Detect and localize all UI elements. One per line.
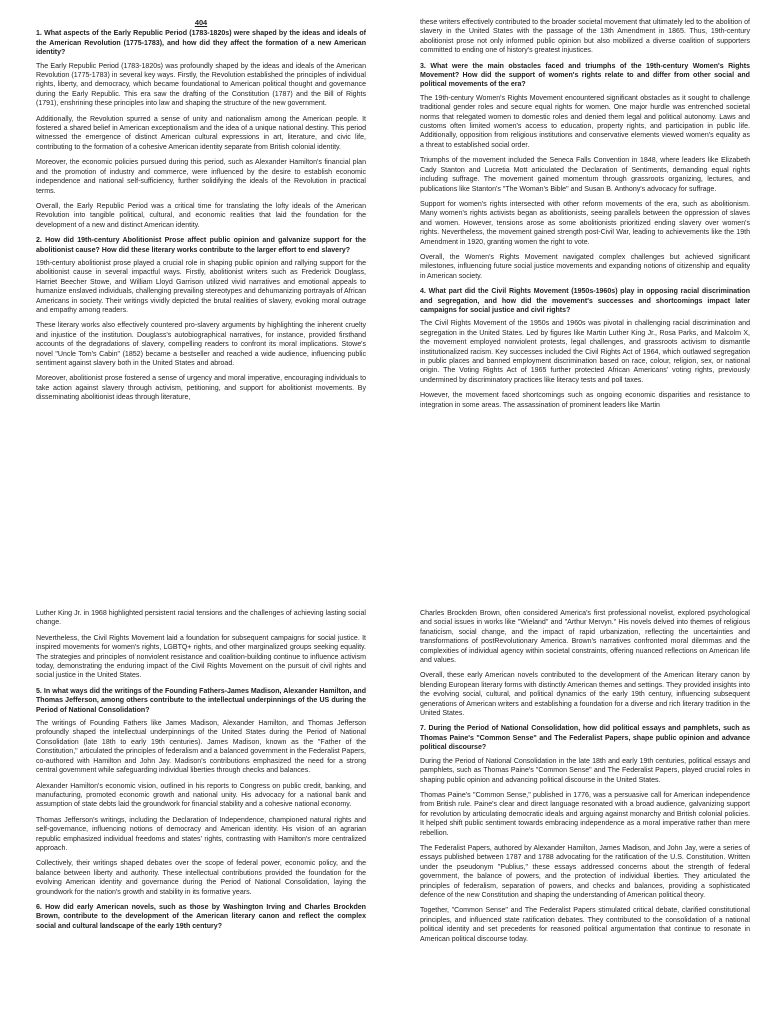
answer-paragraph: Overall, the Early Republic Period was a critical time for translating the lofty ideals of the American Revolution into tangible political, cultural, and economic realities that laid the foundation for the development of a new and distinct American identity. bbox=[36, 202, 366, 229]
page-number: 404 bbox=[194, 18, 208, 27]
answer-paragraph: Support for women's rights intersected with other reform movements of the era, such as abolitionism. Many women's rights activists began as abolitionists, seeing parallels between the oppression of slaves and women. However, tensions arose as some abolitionists prioritized ending slavery over women's rights. Nevertheless, the movement gained strength post-Civil War, leading to achievements like the 19th Amendment in 1920, granting women the right to vote. bbox=[420, 200, 750, 246]
answer-paragraph: Alexander Hamilton's economic vision, outlined in his reports to Congress on public credit, banking, and manufacturing, promoted economic growth and national unity. His advocacy for a national bank and assumption of state debts laid the groundwork for financial stability and a cohesive national economy. bbox=[36, 782, 366, 809]
answer-paragraph: these writers effectively contributed to the broader societal movement that ultimately led to the abolition of slavery in the United States with the passage of the 13th Amendment in 1865. Thus, 19th-century abolitionist prose not only informed public opinion but also mobilized a diverse coalition of supporters committed to ending one of history's greatest injustices. bbox=[420, 19, 750, 55]
question-heading: 7. During the Period of National Consolidation, how did political essays and pamphlets, such as Thomas Paine's "Common Sense" and The Federalist Papers, shape public opinion and advance political discourse? bbox=[420, 725, 750, 752]
answer-paragraph: Moreover, the economic policies pursued during this period, such as Alexander Hamilton's financial plan and the promotion of industry and commerce, were influenced by the desire to establish economic independence and national self-sufficiency, further solidifying the ideals of the Revolution in practical terms. bbox=[36, 159, 366, 195]
question-heading: 5. In what ways did the writings of the Founding Fathers-James Madison, Alexander Hamilton, and Thomas Jefferson, among others contribute to the intellectual underpinnings of the US during the Period of National Consolidation? bbox=[36, 687, 366, 714]
question-heading: 4. What part did the Civil Rights Movement (1950s-1960s) play in opposing racial discrimination and segregation, and how did the movement's successes and shortcomings impact later campaigns for social justice and civil rights? bbox=[420, 288, 750, 314]
answer-paragraph: However, the movement faced shortcomings such as ongoing economic disparities and resistance to integration in some areas. The assassination of prominent leaders like Martin bbox=[420, 392, 750, 409]
answer-paragraph: Charles Brockden Brown, often considered America's first professional novelist, explored psychological and social issues in works like "Wieland" and "Arthur Mervyn." His novels delved into themes of religious fanaticism, social change, and the impact of rapid urbanization, reflecting the uncertainties and transformations of postRevolutionary America. Brown's narratives confronted moral dilemmas and the complexities of individual agency within societal constraints, offering nuanced reflections on American life and values. bbox=[420, 610, 750, 665]
answer-paragraph: Nevertheless, the Civil Rights Movement laid a foundation for subsequent campaigns for social justice. It inspired movements for women's rights, LGBTQ+ rights, and other marginalized groups seeking equality. The strategies and principles of nonviolent resistance and coalition-building continue to influence activism today, demonstrating the enduring impact of the Civil Rights Movement on the pursuit of civil rights and social justice in the United States. bbox=[36, 634, 366, 680]
question-heading: 6. How did early American novels, such as those by Washington Irving and Charles Brockden Brown, contribute to the development of the American literary canon and reflect the complex social and cultural landscape of the early 19th century? bbox=[36, 903, 366, 930]
answer-paragraph: Triumphs of the movement included the Seneca Falls Convention in 1848, where leaders like Elizabeth Cady Stanton and Lucretia Mott articulated the Declaration of Sentiments, demanding equal rights including suffrage. The movement gained momentum through grassroots organizing, lectures, and publications like Stanton's "The Woman's Bible" and Susan B. Anthony's advocacy for suffrage. bbox=[420, 157, 750, 193]
answer-paragraph: Overall, the Women's Rights Movement navigated complex challenges but achieved significant milestones, influencing future social justice movements and expanding notions of citizenship and equality in American society. bbox=[420, 253, 750, 280]
page-404-left-column bbox=[36, 18, 366, 530]
answer-paragraph: The writings of Founding Fathers like James Madison, Alexander Hamilton, and Thomas Jefferson profoundly shaped the intellectual underpinnings of the United States during the Period of National Consolidation (late 18th to early 19th centuries). James Madison, known as the "Father of the Constitution," articulated the principles of federalism and a balanced government in the Federalist Papers, co-authored with Hamilton and John Jay. Madison's contributions emphasized the need for a strong central government while safeguarding individual liberties through checks and balances. bbox=[36, 720, 366, 775]
answer-paragraph: Thomas Jefferson's writings, including the Declaration of Independence, championed natural rights and self-governance, influencing notions of democracy and American identity. His vision of an agrarian republic emphasized individual freedoms and states' rights, contrasting with Hamilton's more centralized approach. bbox=[36, 816, 366, 852]
answer-paragraph: The Civil Rights Movement of the 1950s and 1960s was pivotal in challenging racial discrimination and segregation in the United States. Led by figures like Martin Luther King Jr., Rosa Parks, and Malcolm X, the movement employed nonviolent protests, legal challenges, and grassroots activism to dismantle institutionalized racism. Key successes included the Civil Rights Act of 1964, which outlawed segregation in public places and banned employment discrimination based on race, colour, religion, sex, or national origin. The Voting Rights Act of 1965 further protected African Americans' voting rights, previously undermined by discriminatory practices like literacy tests and poll taxes. bbox=[420, 320, 750, 384]
answer-paragraph: Overall, these early American novels contributed to the development of the American literary canon by blending European literary forms with distinctly American themes and settings. They provided insights into the evolving social, cultural, and political dynamics of the early 19th century, influencing subsequent generations of American writers and establishing a foundation for a diverse and rich literary tradition in the United States. bbox=[420, 672, 750, 718]
answer-paragraph: Collectively, their writings shaped debates over the scope of federal power, economic policy, and the balance between liberty and authority. These intellectual contributions provided the foundation for the evolving American identity and governance during the Period of National Consolidation, laying the groundwork for the nation's growth and stability in its formative years. bbox=[36, 860, 366, 896]
question-heading: 3. What were the main obstacles faced and triumphs of the 19th-century Women's Rights Movement? How did the support of women's rights relate to and differ from other social and political movements of the era? bbox=[420, 62, 750, 89]
answer-paragraph: Additionally, the Revolution spurred a sense of unity and nationalism among the American people. It fostered a shared belief in American exceptionalism and the idea of a unique national destiny. This period witnessed the emergence of distinct American cultural expressions in art, literature, and civic life, contributing to the formation of a cohesive American identity separate from British colonial identity. bbox=[36, 115, 366, 151]
answer-paragraph: The Federalist Papers, authored by Alexander Hamilton, James Madison, and John Jay, were a series of essays published between 1787 and 1788 advocating for the ratification of the U.S. Constitution. Written under the pseudonym "Publius," these essays addressed concerns about the strength of federal government, the balance of powers, and the protection of individual liberties. They articulated the principles of federalism, separation of powers, and checks and balances, providing a sophisticated defence of the new Constitution and shaping the understanding of American political theory. bbox=[420, 844, 750, 899]
answer-paragraph: These literary works also effectively countered pro-slavery arguments by highlighting the inherent cruelty and injustice of the institution. Douglass's autobiographical narratives, for instance, provided firsthand accounts of the degradations of slavery, compelling readers to confront its moral implications. Stowe's novel "Uncle Tom's Cabin" (1852) became a bestseller and reached a wide audience, influencing public sentiment against slavery both in the United States and abroad. bbox=[36, 322, 366, 367]
answer-paragraph: The Early Republic Period (1783-1820s) was profoundly shaped by the ideas and ideals of the American Revolution (1775-1783) in several key ways. Firstly, the Revolution established the principles of individual rights, liberty, and democracy, which became foundational to American political thought and governance during the Early Republic. This era saw the drafting of the Constitution (1787) and the Bill of Rights (1791), enshrining these principles into law and shaping the structure of the new government. bbox=[36, 62, 366, 108]
answer-paragraph: Luther King Jr. in 1968 highlighted persistent racial tensions and the challenges of achieving lasting social change. bbox=[36, 610, 366, 627]
page-404-right-column bbox=[420, 18, 750, 530]
question-heading: 2. How did 19th-century Abolitionist Prose affect public opinion and galvanize support for the abolitionist cause? How did these literary works contribute to the larger effort to end slavery? bbox=[36, 237, 366, 254]
answer-paragraph: During the Period of National Consolidation in the late 18th and early 19th centuries, political essays and pamphlets, such as Thomas Paine's "Common Sense" and The Federalist Papers, played crucial roles in shaping public opinion and advancing political discourse in the United States. bbox=[420, 757, 750, 784]
answer-paragraph: Moreover, abolitionist prose fostered a sense of urgency and moral imperative, encouraging individuals to take action against slavery through activism, petitioning, and support for abolitionist movements. By disseminating abolitionist ideas through literature, bbox=[36, 375, 366, 402]
answer-paragraph: Thomas Paine's "Common Sense," published in 1776, was a persuasive call for American independence from British rule. Paine's clear and direct language resonated with a broad audience, galvanizing support for revolution by articulating democratic ideals and arguing against monarchy and British colonial policies. It helped shift public sentiment towards embracing independence as a moral imperative rather than mere rebellion. bbox=[420, 791, 750, 837]
page-405-left-column bbox=[36, 609, 366, 1024]
answer-paragraph: Together, "Common Sense" and The Federalist Papers stimulated critical debate, clarified constitutional principles, and influenced state ratification debates. They contributed to the consolidation of a national political identity and set precedents for reasoned political argumentation that continue to resonate in American political discourse today. bbox=[420, 907, 750, 943]
answer-paragraph: The 19th-century Women's Rights Movement encountered significant obstacles as it sought to challenge traditional gender roles and secure equal rights for women. One major hurdle was entrenched societal norms that relegated women to domestic roles and denied them legal and political autonomy. Laws and customs often limited women's access to education, property rights, and participation in public life. Additionally, opposition from religious institutions and conservative elements viewed women's equality as a threat to established social order. bbox=[420, 94, 750, 149]
page-405-right-column bbox=[420, 609, 750, 1024]
question-heading: 1. What aspects of the Early Republic Period (1783-1820s) were shaped by the ideas and ideals of the American Revolution (1775-1783), and how did they affect the formation of a new American identity? bbox=[36, 30, 366, 57]
answer-paragraph: 19th-century abolitionist prose played a crucial role in shaping public opinion and rallying support for the abolitionist cause in several impactful ways. Firstly, abolitionist writers such as Frederick Douglass, Harriet Beecher Stowe, and William Lloyd Garrison utilized vivid narratives and emotional appeals to humanize enslaved individuals, challenging prevailing stereotypes and dehumanizing portrayals of African Americans in society. Their writings vividly depicted the brutal realities of slavery, evoking moral outrage and empathy among readers. bbox=[36, 259, 366, 314]
